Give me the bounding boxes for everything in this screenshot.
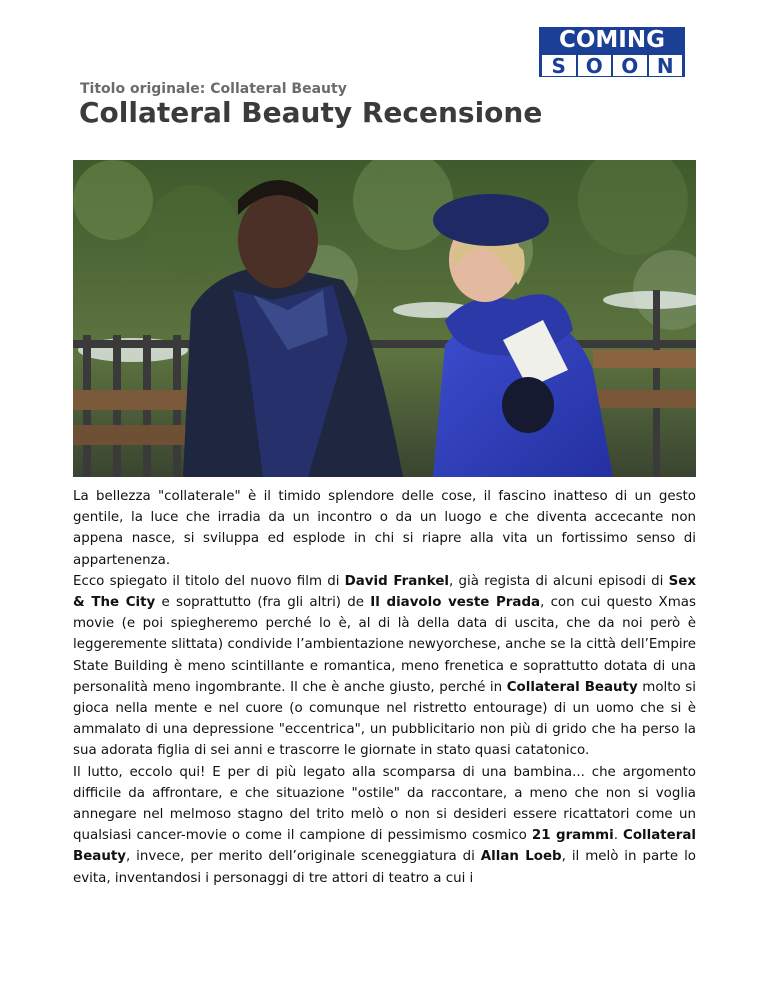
logo-letter: O (613, 55, 647, 76)
logo-letter: S (542, 55, 576, 76)
director-name: David Frankel (344, 573, 450, 589)
logo-letter: O (578, 55, 612, 76)
page-title: Collateral Beauty Recensione (79, 96, 543, 129)
article-text: . (613, 828, 624, 844)
review-article-text (73, 486, 696, 889)
article-text: molto si gioca nella mente e nel cuore (o comunque nel ristretto entourage) di un uomo che si è ammalato di una depressione "eccentrica", un pubblicitario non più di grido che ha perso la sua adorata figlia di sei anni e trascorre le giornate in stato quasi catatonico. (73, 679, 696, 759)
film-title-collateral-beauty: Collateral Beauty (73, 828, 696, 865)
film-title-21-grammi: 21 grammi (531, 828, 614, 844)
article-text: e soprattutto (fra gli altri) de (155, 595, 371, 611)
screenwriter-name: Allan Loeb (480, 849, 562, 865)
article-text: , con cui questo Xmas movie (e poi spiegheremo perché lo è, al di là della data di uscita, che da noi però è leggeremente slittata) condivide l’ambientazione newyorchese, anche se la città dell’Empire State Building è meno scintillante e romantica, meno frenetica e soprattutto dotata di una personalità meno ingombrante. Il che è anche giusto, perché in (73, 595, 696, 695)
film-title-collateral-beauty: Collateral Beauty (506, 679, 638, 695)
logo-line-soon (539, 53, 685, 78)
article-text: Ecco spiegato il titolo del nuovo film di (73, 573, 345, 589)
movie-still-image (73, 160, 696, 477)
article-text: , il melò in parte lo evita, inventandosi i personaggi di tre attori di teatro a cui i (73, 849, 696, 886)
article-paragraph: La bellezza "collaterale" è il timido splendore delle cose, il fascino inatteso di un gesto gentile, la luce che irradia da un incontro o da un luogo e che diventa accecante non appena nasce, si sviluppa ed esplode in chi si riapre alla vita un fortissimo senso di appartenenza. (73, 489, 696, 568)
original-title: Titolo originale: Collateral Beauty (80, 81, 347, 97)
film-title-diavolo-veste-prada: Il diavolo veste Prada (370, 595, 541, 611)
coming-soon-logo[interactable] (539, 27, 685, 77)
article-text: , invece, per merito dell’originale sceneggiatura di (126, 849, 481, 865)
film-title-sex-and-the-city: Sex & The City (73, 573, 696, 611)
article-text: , già regista di alcuni episodi di (449, 573, 669, 589)
logo-line-coming: COMING (558, 27, 665, 53)
article-text: Il lutto, eccolo qui! E per di più legato alla scomparsa di una bambina... che argomento difficile da affrontare, e che situazione "ostile" da raccontare, a meno che non si voglia annegare nel melmoso stagno del trito melò o non si desideri essere ricattatori come un qualsiasi cancer-movie o come il campione di pessimismo cosmico (73, 764, 696, 844)
logo-letter: N (649, 55, 683, 76)
